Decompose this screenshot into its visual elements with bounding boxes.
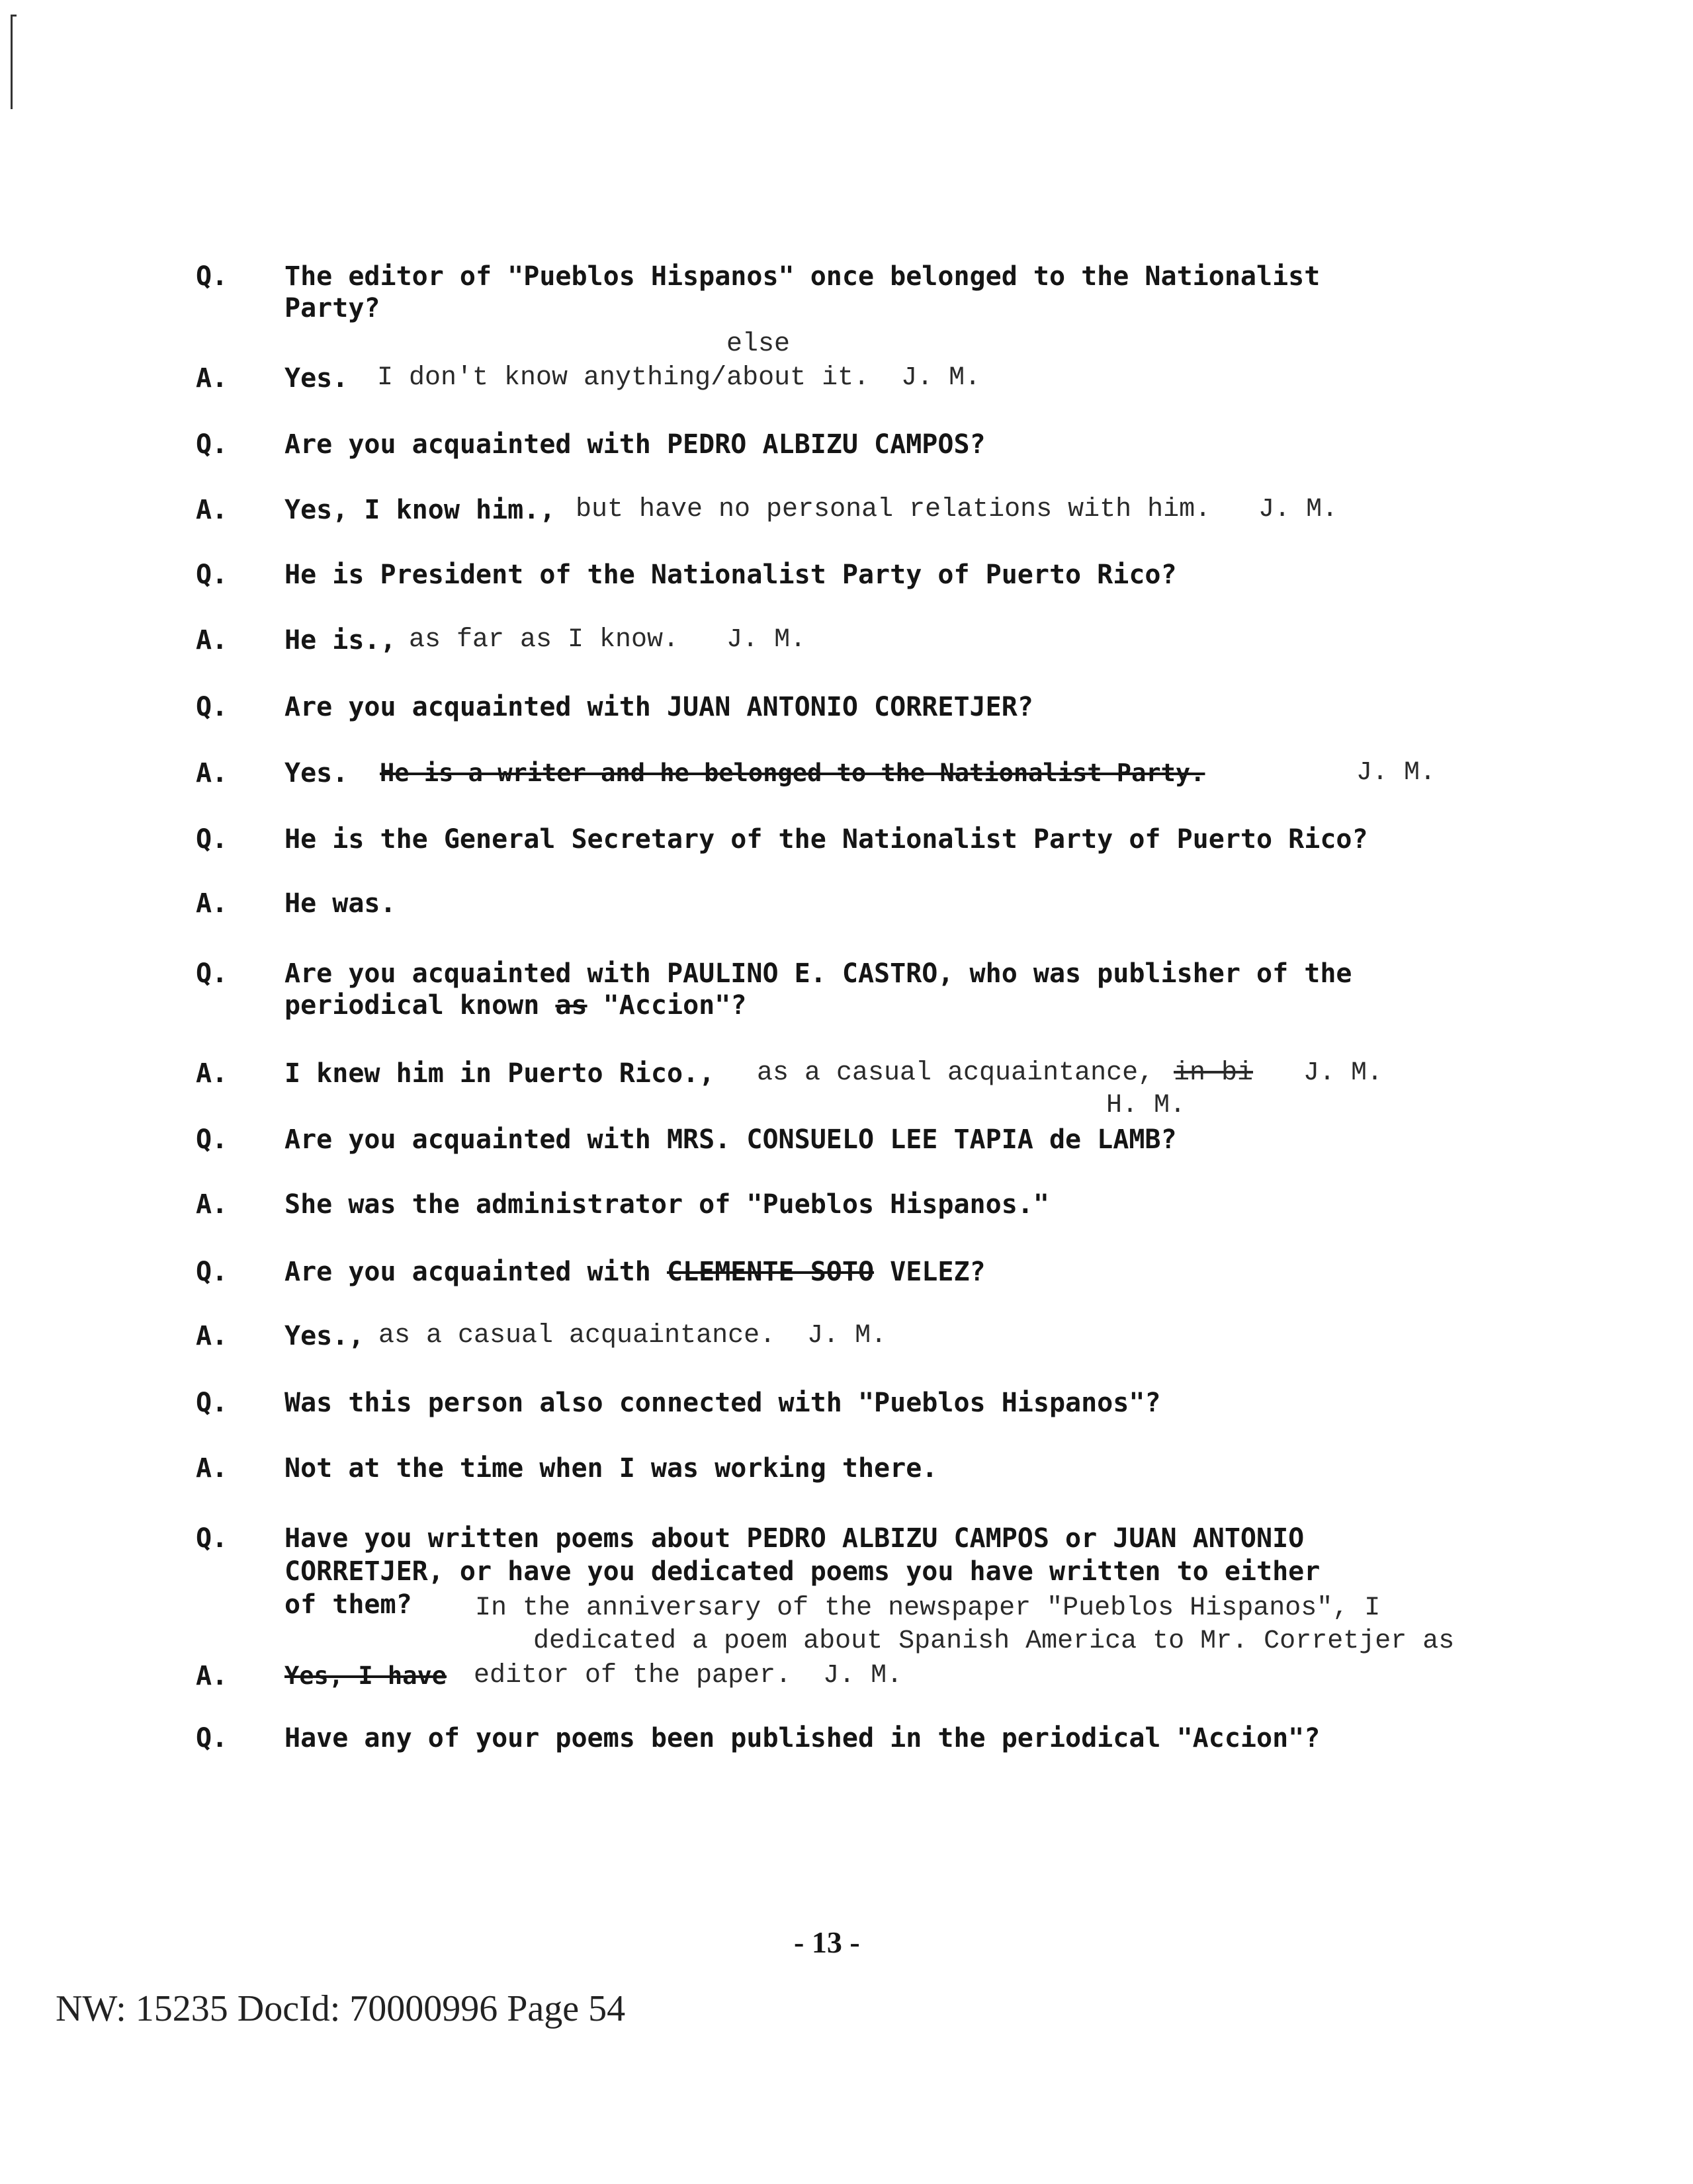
- question-line: Have you written poems about PEDRO ALBIZU CAMPOS or JUAN ANTONIO: [284, 1523, 1305, 1554]
- question-line: of them?: [284, 1589, 412, 1620]
- answer-typed: He is.,: [284, 625, 396, 655]
- speaker-q: Q.: [196, 1388, 228, 1418]
- question-text: "Accion"?: [587, 990, 747, 1021]
- question-line: He is President of the Nationalist Party of Puerto Rico?: [284, 560, 1177, 590]
- answer-text: but have no personal relations with him. J. M.: [576, 495, 1338, 525]
- handwritten-insert: else: [726, 329, 791, 359]
- speaker-a: A.: [196, 1453, 228, 1484]
- struck-text: as: [555, 990, 587, 1021]
- question-line: Are you acquainted with JUAN ANTONIO CORRETJER?: [284, 692, 1033, 722]
- question-line: The editor of "Pueblos Hispanos" once belonged to the Nationalist: [284, 261, 1321, 292]
- speaker-q: Q.: [196, 1523, 228, 1554]
- speaker-a: A.: [196, 758, 228, 788]
- speaker-q: Q.: [196, 824, 228, 855]
- speaker-q: Q.: [196, 560, 228, 590]
- speaker-q: Q.: [196, 261, 228, 292]
- question-line: Was this person also connected with "Pueblos Hispanos"?: [284, 1388, 1161, 1418]
- speaker-q: Q.: [196, 958, 228, 989]
- struck-text: CLEMENTE SOTO: [666, 1257, 875, 1287]
- speaker-q: Q.: [196, 429, 228, 460]
- scan-corner-mark: [11, 15, 17, 109]
- answer-text: I don't know anything/about it. J. M.: [377, 363, 981, 393]
- speaker-a: A.: [196, 1058, 228, 1089]
- handwritten-answer: In the anniversary of the newspaper "Pueblos Hispanos", I: [475, 1593, 1381, 1623]
- answer-typed: Yes.: [284, 363, 349, 394]
- question-line: Are you acquainted with PAULINO E. CASTRO, who was publisher of the: [284, 958, 1352, 989]
- handwritten-insert: H. M.: [1106, 1091, 1186, 1120]
- answer-initials: J. M.: [1356, 758, 1436, 788]
- page-number: - 13 -: [794, 1925, 860, 1959]
- answer-typed: Yes, I know him.,: [284, 495, 556, 525]
- question-text: Are you acquainted with: [284, 1257, 667, 1287]
- speaker-q: Q.: [196, 1124, 228, 1155]
- answer-typed: I knew him in Puerto Rico.,: [284, 1058, 715, 1089]
- answer-typed: Not at the time when I was working there.: [284, 1453, 938, 1484]
- speaker-a: A.: [196, 363, 228, 394]
- speaker-a: A.: [196, 495, 228, 525]
- document-id-footer: NW: 15235 DocId: 70000996 Page 54: [56, 1988, 626, 2029]
- question-text: periodical known: [284, 990, 556, 1021]
- answer-initials: J. M.: [1303, 1058, 1383, 1088]
- speaker-a: A.: [196, 888, 228, 919]
- question-line: [284, 988, 746, 1023]
- speaker-a: A.: [196, 1321, 228, 1351]
- answer-typed: Yes.,: [284, 1321, 365, 1351]
- answer-text: as a casual acquaintance. J. M.: [378, 1321, 887, 1351]
- answer-typed: She was the administrator of "Pueblos Hispanos.": [284, 1189, 1049, 1220]
- speaker-a: A.: [196, 625, 228, 655]
- speaker-q: Q.: [196, 692, 228, 722]
- question-line: Are you acquainted with MRS. CONSUELO LEE TAPIA de LAMB?: [284, 1124, 1177, 1155]
- answer-text: as a casual acquaintance,: [757, 1058, 1154, 1088]
- question-line: Have any of your poems been published in the periodical "Accion"?: [284, 1723, 1321, 1753]
- struck-text: Yes, I have: [284, 1661, 447, 1690]
- handwritten-answer: dedicated a poem about Spanish America to Mr. Corretjer as: [533, 1626, 1455, 1656]
- answer-typed: Yes.: [284, 758, 349, 788]
- question-line: Party?: [284, 293, 380, 323]
- answer-typed: He was.: [284, 888, 396, 919]
- question-line: CORRETJER, or have you dedicated poems you have written to either: [284, 1556, 1321, 1587]
- question-line: He is the General Secretary of the Nationalist Party of Puerto Rico?: [284, 824, 1368, 855]
- question-text: VELEZ?: [874, 1257, 986, 1287]
- question-line: Are you acquainted with PEDRO ALBIZU CAMPOS?: [284, 429, 986, 460]
- answer-text: as far as I know. J. M.: [409, 625, 806, 655]
- struck-text: in bi: [1174, 1058, 1254, 1088]
- speaker-a: A.: [196, 1189, 228, 1220]
- speaker-q: Q.: [196, 1257, 228, 1287]
- struck-text: He is a writer and he belonged to the Nationalist Party.: [380, 759, 1205, 787]
- question-line: [284, 1255, 986, 1289]
- handwritten-answer: editor of the paper. J. M.: [474, 1661, 903, 1691]
- speaker-a: A.: [196, 1661, 228, 1691]
- speaker-q: Q.: [196, 1723, 228, 1753]
